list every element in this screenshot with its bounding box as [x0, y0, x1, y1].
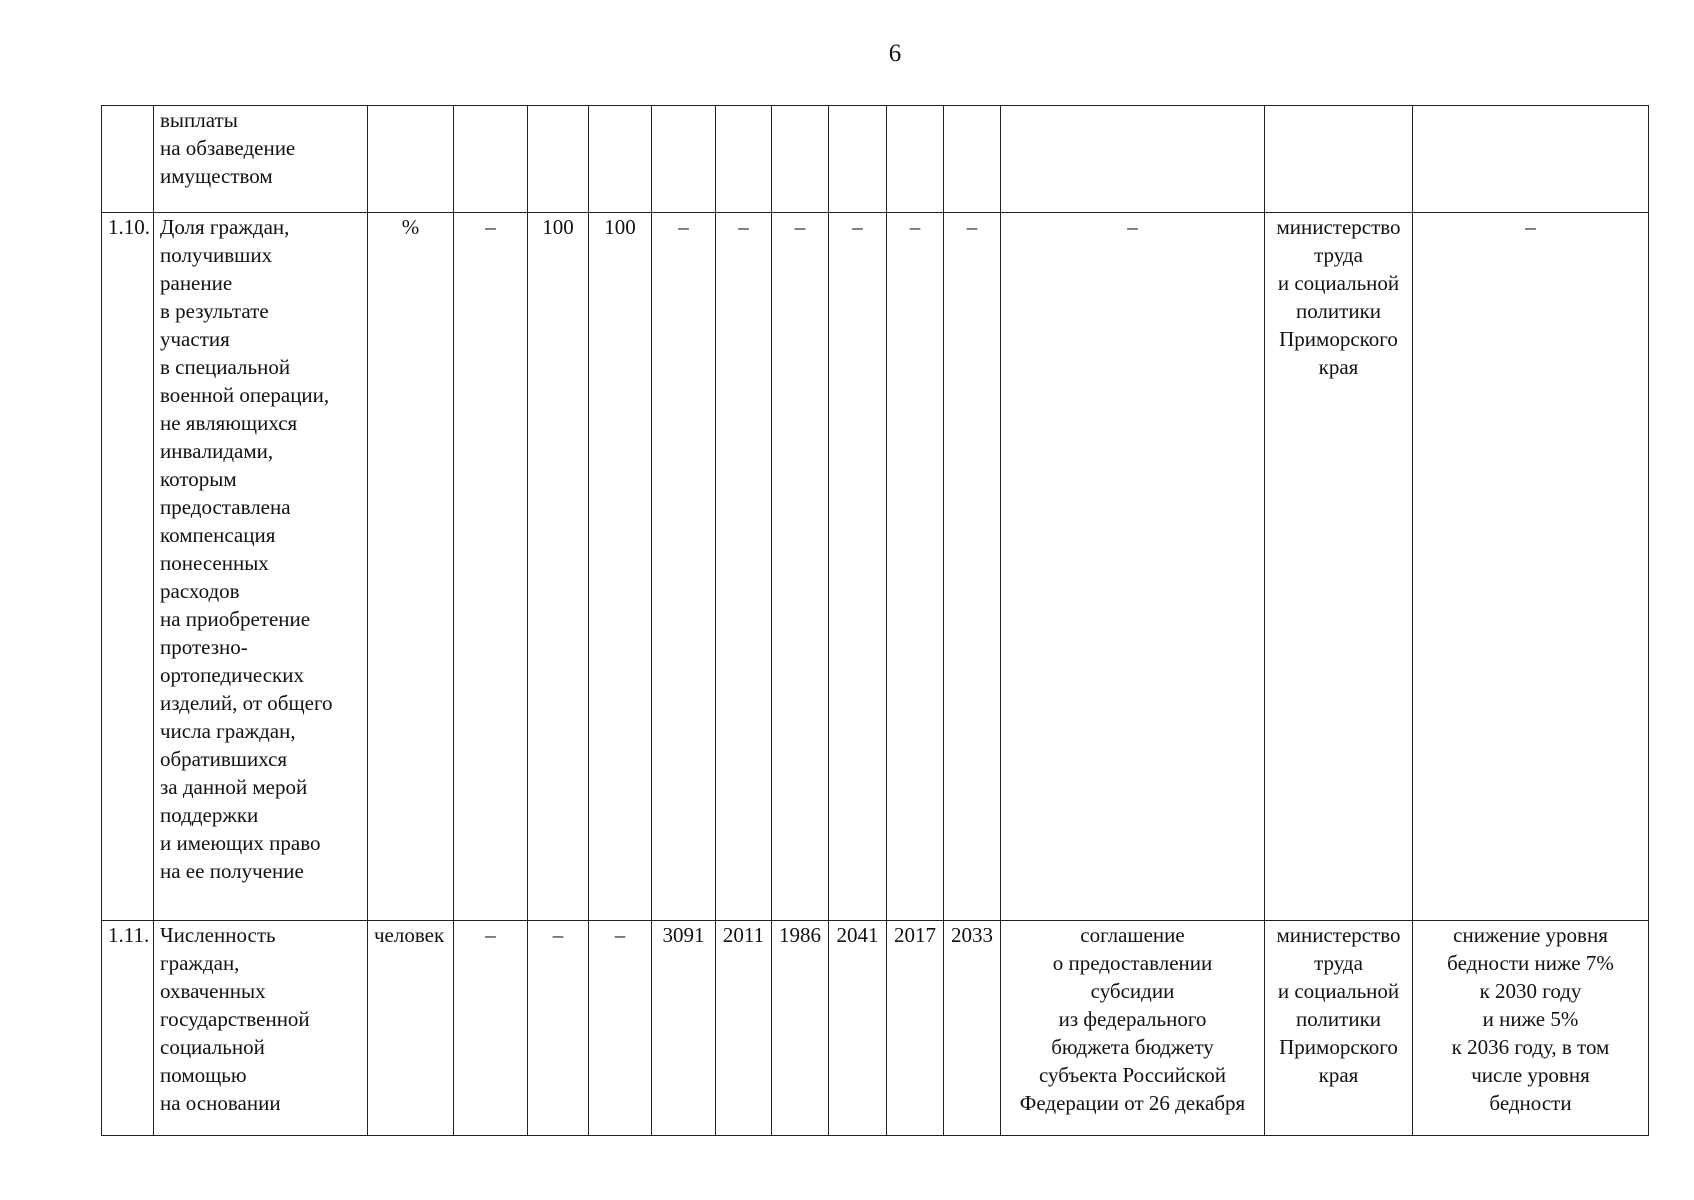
text-line: военной операции, — [160, 383, 330, 407]
value-cell — [944, 106, 1001, 213]
text-line: выплаты — [160, 108, 238, 132]
text-line: в результате — [160, 299, 269, 323]
document-cell — [1001, 106, 1265, 213]
text-line: за данной мерой — [160, 775, 308, 799]
text-line: понесенных — [160, 551, 269, 575]
value-cell: – — [887, 213, 944, 921]
value-cell — [887, 106, 944, 213]
text-line: бедности — [1489, 1091, 1572, 1115]
row-number-cell: 1.10. — [102, 213, 154, 921]
indicator-name-cell — [154, 106, 368, 213]
text-line: участия — [160, 327, 230, 351]
text-line: снижение уровня — [1453, 923, 1608, 947]
text-line: труда — [1314, 951, 1363, 975]
text-line: имуществом — [160, 164, 273, 188]
relation-cell — [1413, 921, 1649, 1136]
text-line: труда — [1314, 243, 1363, 267]
text-line: на приобретение — [160, 607, 311, 631]
table-row — [102, 921, 1649, 1136]
value-cell: 2011 — [716, 921, 772, 1136]
text-line: соглашение — [1080, 923, 1185, 947]
value-cell — [589, 106, 652, 213]
text-line: и социальной — [1277, 979, 1400, 1003]
value-cell: – — [454, 213, 528, 921]
text-line: не являющихся — [160, 411, 298, 435]
value-cell: 2041 — [829, 921, 887, 1136]
value-cell: – — [716, 213, 772, 921]
text-line: охваченных — [160, 979, 266, 1003]
text-line: социальной — [160, 1035, 265, 1059]
value-cell: – — [829, 213, 887, 921]
text-line: к 2030 году — [1479, 979, 1582, 1003]
indicator-name-cell — [154, 213, 368, 921]
text-line: министерство — [1276, 923, 1401, 947]
text-line: числа граждан, — [160, 719, 296, 743]
text-line: изделий, от общего — [160, 691, 333, 715]
text-line: ортопедических — [160, 663, 304, 687]
text-line: министерство — [1276, 215, 1401, 239]
text-line: Доля граждан, — [160, 215, 290, 239]
text-line: поддержки — [160, 803, 259, 827]
unit-cell — [368, 106, 454, 213]
text-line: компенсация — [160, 523, 276, 547]
text-line: Федерации от 26 декабря — [1019, 1091, 1246, 1115]
unit-cell: человек — [368, 921, 454, 1136]
text-line: и имеющих право — [160, 831, 321, 855]
table-row — [102, 106, 1649, 213]
text-line: края — [1318, 355, 1359, 379]
text-line: края — [1318, 1063, 1359, 1087]
text-line: бедности ниже 7% — [1447, 951, 1614, 975]
responsible-cell — [1265, 213, 1413, 921]
text-line: обратившихся — [160, 747, 288, 771]
text-line: на основании — [160, 1091, 281, 1115]
value-cell: – — [652, 213, 716, 921]
responsible-cell — [1265, 921, 1413, 1136]
value-cell — [772, 106, 829, 213]
text-line: субъекта Российской — [1038, 1063, 1227, 1087]
value-cell — [829, 106, 887, 213]
row-number-cell: 1.11. — [102, 921, 154, 1136]
value-cell — [716, 106, 772, 213]
value-cell — [528, 106, 589, 213]
text-line: о предоставлении — [1052, 951, 1213, 975]
text-line: и социальной — [1277, 271, 1400, 295]
value-cell — [454, 106, 528, 213]
value-cell: 3091 — [652, 921, 716, 1136]
responsible-cell — [1265, 106, 1413, 213]
text-line: граждан, — [160, 951, 240, 975]
text-line: Приморского — [1279, 327, 1398, 351]
text-line: к 2036 году, в том — [1451, 1035, 1610, 1059]
text-line: расходов — [160, 579, 240, 603]
text-line: политики — [1295, 1007, 1382, 1031]
text-line: и ниже 5% — [1482, 1007, 1579, 1031]
row-number-cell — [102, 106, 154, 213]
relation-cell — [1413, 213, 1649, 921]
value-cell — [652, 106, 716, 213]
text-line: протезно- — [160, 635, 248, 659]
text-line: Приморского — [1279, 1035, 1398, 1059]
text-line: бюджета бюджету — [1051, 1035, 1214, 1059]
text-line: – — [1127, 215, 1138, 239]
relation-cell — [1413, 106, 1649, 213]
value-cell: 100 — [589, 213, 652, 921]
document-cell — [1001, 213, 1265, 921]
value-cell: – — [589, 921, 652, 1136]
text-line: на ее получение — [160, 859, 304, 883]
text-line: субсидии — [1090, 979, 1175, 1003]
text-line: предоставлена — [160, 495, 291, 519]
value-cell: – — [944, 213, 1001, 921]
text-line: инвалидами, — [160, 439, 274, 463]
unit-cell: % — [368, 213, 454, 921]
value-cell: 100 — [528, 213, 589, 921]
value-cell: – — [528, 921, 589, 1136]
text-line: на обзаведение — [160, 136, 296, 160]
text-line: Численность — [160, 923, 276, 947]
indicator-name-cell — [154, 921, 368, 1136]
table-row — [102, 213, 1649, 921]
text-line: в специальной — [160, 355, 291, 379]
value-cell: – — [772, 213, 829, 921]
text-line: получивших — [160, 243, 273, 267]
text-line: числе уровня — [1471, 1063, 1590, 1087]
value-cell: – — [454, 921, 528, 1136]
text-line: которым — [160, 467, 237, 491]
text-line: государственной — [160, 1007, 310, 1031]
document-cell — [1001, 921, 1265, 1136]
value-cell: 2017 — [887, 921, 944, 1136]
text-line: политики — [1295, 299, 1382, 323]
value-cell: 1986 — [772, 921, 829, 1136]
indicator-table — [101, 105, 1649, 1136]
value-cell: 2033 — [944, 921, 1001, 1136]
text-line: ранение — [160, 271, 233, 295]
text-line: помощью — [160, 1063, 247, 1087]
text-line: – — [1525, 215, 1536, 239]
text-line: из федерального — [1058, 1007, 1207, 1031]
page-number: 6 — [888, 40, 902, 67]
